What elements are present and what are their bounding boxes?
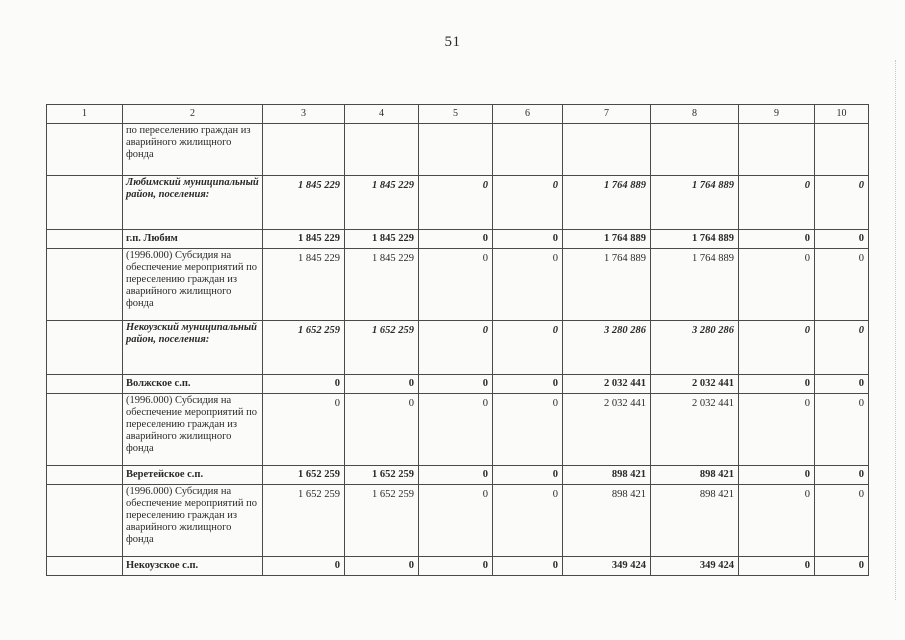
column-number-7: 7 — [563, 105, 651, 124]
value-cell-col-6: 0 — [493, 230, 563, 249]
value-cell-col-9 — [739, 124, 815, 176]
value-cell-col-10: 0 — [815, 485, 869, 557]
value-cell-col-3: 1 652 259 — [263, 466, 345, 485]
row-label-cell: по переселению граждан из аварийного жилищного фонда — [123, 124, 263, 176]
value-cell-col-6 — [493, 124, 563, 176]
value-cell-col-8: 3 280 286 — [651, 321, 739, 375]
table-row — [47, 176, 869, 230]
value-cell-col-5 — [419, 124, 493, 176]
value-cell-col-5: 0 — [419, 557, 493, 576]
row-label-cell: Любимский муниципальный район, поселения: — [123, 176, 263, 230]
value-cell-col-10: 0 — [815, 557, 869, 576]
column-number-8: 8 — [651, 105, 739, 124]
value-cell-col-5: 0 — [419, 466, 493, 485]
value-cell-col-7: 2 032 441 — [563, 394, 651, 466]
value-cell-col-4: 0 — [345, 375, 419, 394]
value-cell-col-4: 1 845 229 — [345, 176, 419, 230]
value-cell-col-10: 0 — [815, 230, 869, 249]
value-cell-col-8: 1 764 889 — [651, 230, 739, 249]
row-label-cell: (1996.000) Субсидия на обеспечение мероприятий по переселению граждан из аварийного жилищного фонда — [123, 485, 263, 557]
value-cell-col-9: 0 — [739, 249, 815, 321]
row-label-cell: Веретейское с.п. — [123, 466, 263, 485]
value-cell-col-7: 898 421 — [563, 466, 651, 485]
value-cell-col-4: 1 652 259 — [345, 321, 419, 375]
value-cell-col-6: 0 — [493, 485, 563, 557]
value-cell-col-9: 0 — [739, 485, 815, 557]
code-cell — [47, 176, 123, 230]
value-cell-col-6: 0 — [493, 394, 563, 466]
value-cell-col-10: 0 — [815, 375, 869, 394]
column-number-10: 10 — [815, 105, 869, 124]
value-cell-col-6: 0 — [493, 557, 563, 576]
value-cell-col-6: 0 — [493, 249, 563, 321]
table-row — [47, 321, 869, 375]
table-row — [47, 249, 869, 321]
value-cell-col-3: 0 — [263, 375, 345, 394]
value-cell-col-4: 0 — [345, 557, 419, 576]
column-number-4: 4 — [345, 105, 419, 124]
table-row — [47, 394, 869, 466]
value-cell-col-10: 0 — [815, 321, 869, 375]
column-number-row — [47, 105, 869, 124]
value-cell-col-4 — [345, 124, 419, 176]
value-cell-col-10: 0 — [815, 176, 869, 230]
value-cell-col-5: 0 — [419, 394, 493, 466]
value-cell-col-8: 898 421 — [651, 485, 739, 557]
value-cell-col-8: 349 424 — [651, 557, 739, 576]
value-cell-col-8: 898 421 — [651, 466, 739, 485]
value-cell-col-6: 0 — [493, 321, 563, 375]
row-label-cell: (1996.000) Субсидия на обеспечение мероприятий по переселению граждан из аварийного жилищного фонда — [123, 394, 263, 466]
code-cell — [47, 230, 123, 249]
value-cell-col-7: 349 424 — [563, 557, 651, 576]
value-cell-col-7: 1 764 889 — [563, 176, 651, 230]
value-cell-col-4: 1 652 259 — [345, 466, 419, 485]
value-cell-col-7: 2 032 441 — [563, 375, 651, 394]
code-cell — [47, 485, 123, 557]
value-cell-col-8 — [651, 124, 739, 176]
column-number-3: 3 — [263, 105, 345, 124]
code-cell — [47, 375, 123, 394]
value-cell-col-7: 3 280 286 — [563, 321, 651, 375]
table-row — [47, 557, 869, 576]
value-cell-col-7: 898 421 — [563, 485, 651, 557]
code-cell — [47, 557, 123, 576]
column-number-6: 6 — [493, 105, 563, 124]
table-row — [47, 375, 869, 394]
code-cell — [47, 124, 123, 176]
page-number: 51 — [444, 34, 461, 50]
value-cell-col-9: 0 — [739, 375, 815, 394]
value-cell-col-5: 0 — [419, 230, 493, 249]
value-cell-col-3: 1 845 229 — [263, 230, 345, 249]
table-row — [47, 124, 869, 176]
table-row — [47, 466, 869, 485]
row-label-cell: Волжское с.п. — [123, 375, 263, 394]
value-cell-col-5: 0 — [419, 176, 493, 230]
value-cell-col-4: 1 652 259 — [345, 485, 419, 557]
value-cell-col-3: 1 845 229 — [263, 249, 345, 321]
column-number-1: 1 — [47, 105, 123, 124]
value-cell-col-4: 0 — [345, 394, 419, 466]
row-label-cell: Некоузское с.п. — [123, 557, 263, 576]
value-cell-col-9: 0 — [739, 466, 815, 485]
column-number-2: 2 — [123, 105, 263, 124]
value-cell-col-5: 0 — [419, 375, 493, 394]
value-cell-col-10: 0 — [815, 249, 869, 321]
row-label-cell: г.п. Любим — [123, 230, 263, 249]
code-cell — [47, 249, 123, 321]
value-cell-col-6: 0 — [493, 176, 563, 230]
scan-edge-artifact — [895, 60, 897, 600]
value-cell-col-6: 0 — [493, 466, 563, 485]
value-cell-col-3: 1 652 259 — [263, 485, 345, 557]
value-cell-col-10 — [815, 124, 869, 176]
value-cell-col-6: 0 — [493, 375, 563, 394]
value-cell-col-10: 0 — [815, 466, 869, 485]
table-row — [47, 485, 869, 557]
code-cell — [47, 466, 123, 485]
column-number-5: 5 — [419, 105, 493, 124]
value-cell-col-3: 1 845 229 — [263, 176, 345, 230]
value-cell-col-4: 1 845 229 — [345, 230, 419, 249]
row-label-cell: Некоузский муниципальный район, поселения: — [123, 321, 263, 375]
budget-table — [46, 104, 869, 576]
value-cell-col-8: 1 764 889 — [651, 176, 739, 230]
table-row — [47, 230, 869, 249]
value-cell-col-3: 0 — [263, 394, 345, 466]
value-cell-col-9: 0 — [739, 176, 815, 230]
value-cell-col-7 — [563, 124, 651, 176]
value-cell-col-5: 0 — [419, 249, 493, 321]
value-cell-col-9: 0 — [739, 230, 815, 249]
value-cell-col-5: 0 — [419, 321, 493, 375]
budget-table-container — [46, 104, 869, 576]
value-cell-col-9: 0 — [739, 557, 815, 576]
value-cell-col-4: 1 845 229 — [345, 249, 419, 321]
row-label-cell: (1996.000) Субсидия на обеспечение мероприятий по переселению граждан из аварийного жилищного фонда — [123, 249, 263, 321]
value-cell-col-3: 0 — [263, 557, 345, 576]
code-cell — [47, 394, 123, 466]
value-cell-col-8: 2 032 441 — [651, 375, 739, 394]
value-cell-col-7: 1 764 889 — [563, 230, 651, 249]
value-cell-col-9: 0 — [739, 394, 815, 466]
value-cell-col-8: 1 764 889 — [651, 249, 739, 321]
column-number-9: 9 — [739, 105, 815, 124]
table-body — [47, 105, 869, 576]
value-cell-col-5: 0 — [419, 485, 493, 557]
value-cell-col-9: 0 — [739, 321, 815, 375]
code-cell — [47, 321, 123, 375]
value-cell-col-3 — [263, 124, 345, 176]
value-cell-col-10: 0 — [815, 394, 869, 466]
value-cell-col-3: 1 652 259 — [263, 321, 345, 375]
value-cell-col-8: 2 032 441 — [651, 394, 739, 466]
value-cell-col-7: 1 764 889 — [563, 249, 651, 321]
